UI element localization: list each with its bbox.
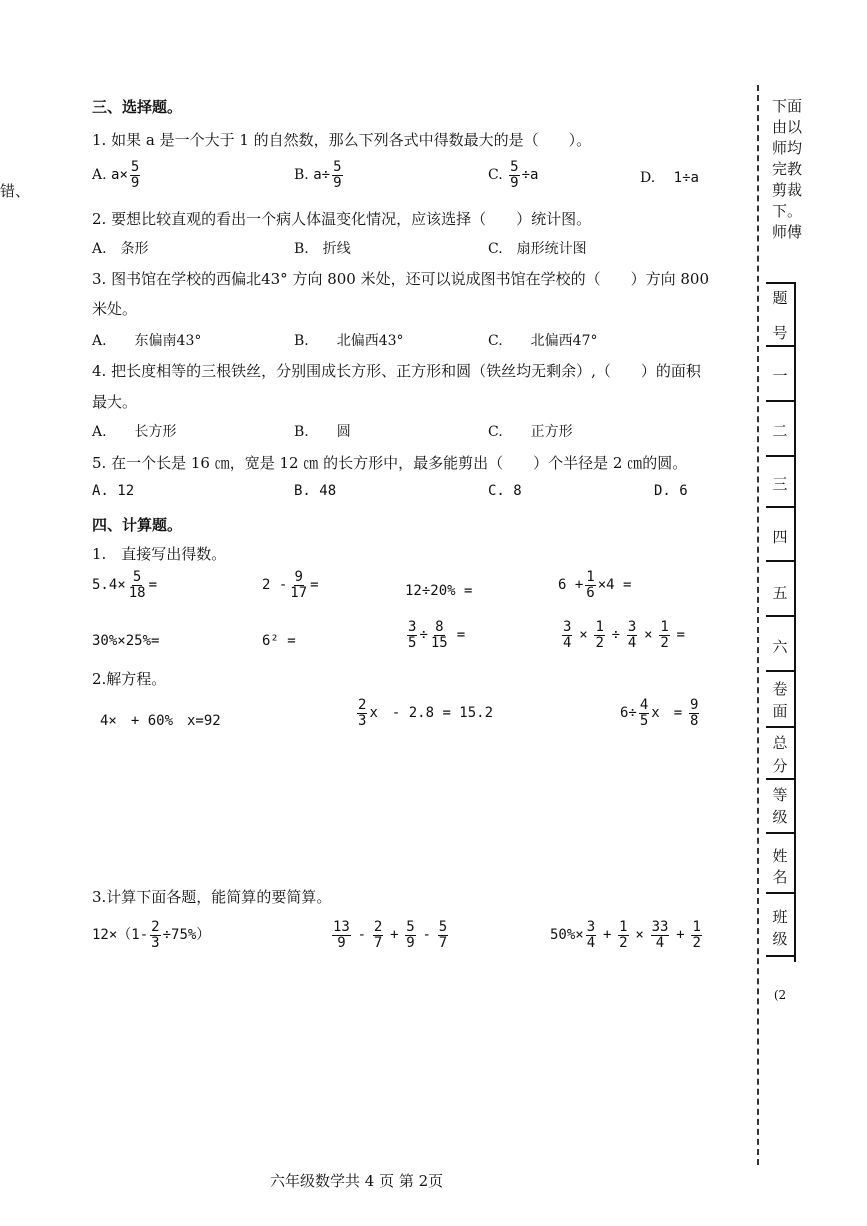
- calc-item-7: [405, 620, 465, 650]
- dengji-2: 级: [772, 808, 788, 826]
- option-expr: a÷: [313, 167, 331, 184]
- row-divider: [766, 670, 794, 672]
- fraction: $\frac{1}{6}$: [586, 569, 595, 601]
- juanmian-2: 面: [772, 702, 788, 720]
- fraction: $\frac{3}{4}$: [563, 619, 572, 651]
- q4-option-a: A. 长方形: [92, 424, 177, 440]
- operator: ÷: [611, 627, 621, 644]
- calc-item-3: 12÷20% =: [405, 583, 473, 599]
- fraction: $\frac{5}{9}$: [130, 159, 140, 191]
- row-divider: [766, 455, 794, 457]
- fraction: $\frac{2}{7}$: [373, 919, 383, 951]
- operator: -: [422, 927, 431, 944]
- fraction: $\frac{2}{3}$: [358, 697, 367, 729]
- row-divider: [766, 560, 794, 562]
- row-divider: [766, 832, 794, 834]
- q2-option-c: C. 扇形统计图: [488, 241, 587, 257]
- q2-num: 2.: [92, 210, 107, 228]
- fraction: $\frac{1}{2}$: [660, 619, 669, 651]
- banji-2: 级: [772, 930, 788, 948]
- q1-text: [92, 129, 591, 150]
- q4-stem: 把长度相等的三根铁丝，分别围成长方形、正方形和圆（铁丝均无剩余）,（ ）的面积: [111, 362, 701, 380]
- row-1: 一: [772, 367, 788, 385]
- equation-2: [355, 698, 493, 728]
- q1-option-d: [640, 170, 699, 186]
- score-table-border: [794, 282, 796, 962]
- row-4: 四: [772, 528, 788, 546]
- expr-text: =: [456, 627, 466, 644]
- operator: ×: [644, 627, 653, 644]
- note-line: 师傅: [772, 223, 803, 241]
- expr-text: x - 2.8 = 15.2: [369, 705, 494, 722]
- note-line: 剪裁: [772, 181, 803, 199]
- calc-item-4: [558, 570, 631, 600]
- q2-option-a: A. 条形: [92, 241, 149, 257]
- operator: ×: [635, 927, 644, 944]
- juanmian-1: 卷: [772, 680, 788, 698]
- section-3-title: 三、选择题。: [92, 98, 183, 116]
- q2-option-b: B. 折线: [294, 241, 351, 257]
- expr-text: 6÷: [620, 705, 637, 722]
- simplify-2: [330, 920, 450, 950]
- calc-part-2-title: 2.解方程。: [92, 670, 167, 688]
- row-5: 五: [772, 584, 788, 602]
- q1-stem: 如果 a 是一个大于 1 的自然数，那么下列各式中得数最大的是（ ）。: [111, 131, 592, 149]
- row-divider: [766, 615, 794, 617]
- calc-part-1-title: 1. 直接写出得数。: [92, 545, 227, 563]
- fraction: $\frac{4}{5}$: [639, 697, 649, 729]
- q4-text-cont: 最大。: [92, 393, 138, 411]
- left-edge-fragment: 错、: [0, 182, 31, 200]
- header-ti: 题: [772, 289, 788, 307]
- zongfen-1: 总: [772, 734, 788, 752]
- calc-item-6: 6² =: [262, 633, 296, 649]
- fraction: $\frac{5}{9}$: [333, 159, 342, 191]
- expr-text: 6 +: [558, 577, 584, 594]
- row-divider: [766, 345, 794, 347]
- q5-num: 5.: [92, 454, 107, 472]
- q1-option-b: [294, 160, 345, 190]
- fraction: $\frac{1}{2}$: [692, 919, 701, 951]
- q4-option-b: B. 圆: [294, 424, 351, 440]
- q1-num: 1.: [92, 131, 107, 149]
- fraction: $\frac{3}{4}$: [586, 919, 596, 951]
- simplify-1: [92, 920, 210, 950]
- xingming-1: 姓: [772, 847, 788, 865]
- calc-item-8: [560, 620, 685, 650]
- q4-num: 4.: [92, 362, 107, 380]
- dengji-1: 等: [772, 786, 788, 804]
- expr-text: ÷75%）: [162, 927, 211, 944]
- q3-option-b: B. 北偏西43°: [294, 333, 404, 349]
- fraction: $\frac{5}{7}$: [438, 919, 448, 951]
- note-line: 由以: [772, 118, 803, 136]
- operator: +: [602, 927, 612, 944]
- q5-option-d: D. 6: [654, 483, 688, 499]
- row-3: 三: [772, 475, 788, 493]
- xingming-2: 名: [772, 868, 788, 886]
- q1-option-a: [92, 160, 142, 190]
- row-divider: [766, 400, 794, 402]
- option-label: D.: [640, 170, 656, 186]
- operator: +: [676, 927, 685, 944]
- fraction: $\frac{33}{4}$: [651, 919, 669, 951]
- q5-text: [92, 452, 687, 473]
- fraction: $\frac{8}{15}$: [430, 619, 448, 651]
- expr-text: 50%×: [550, 927, 584, 944]
- option-expr: a×: [111, 167, 128, 184]
- note-line: 完教: [772, 160, 803, 178]
- row-divider: [766, 726, 794, 728]
- note-line: 下面: [772, 97, 803, 115]
- row-divider: [766, 506, 794, 508]
- row-divider: [766, 282, 794, 284]
- equation-1: 4× + 60% x=92: [100, 713, 221, 729]
- equation-3: [620, 698, 701, 728]
- sidebar-notes: [772, 96, 802, 243]
- fraction: $\frac{1}{2}$: [595, 619, 604, 651]
- expr-text: 5.4×: [92, 577, 126, 594]
- expr-text: x =: [651, 705, 683, 722]
- header-hao: 号: [772, 324, 788, 342]
- operator: -: [357, 927, 367, 944]
- operator: +: [390, 927, 399, 944]
- row-2: 二: [772, 422, 788, 440]
- calc-item-1: [92, 570, 157, 600]
- expr-text: =: [310, 577, 319, 594]
- q3-option-c: C. 北偏西47°: [488, 333, 598, 349]
- operator: ×: [579, 627, 588, 644]
- q2-text: [92, 208, 591, 229]
- simplify-3: [550, 920, 704, 950]
- expr-text: =: [148, 577, 158, 594]
- row-6: 六: [772, 638, 788, 656]
- q3-text-cont: 米处。: [92, 300, 138, 318]
- q5-option-b: B. 48: [294, 483, 337, 499]
- fraction: $\frac{5}{9}$: [406, 919, 415, 951]
- q5-stem: 在一个长是 16 ㎝，宽是 12 ㎝ 的长方形中，最多能剪出（ ）个半径是 2 ㎝的圆。: [111, 454, 688, 472]
- row-divider: [766, 778, 794, 780]
- q4-option-c: C. 正方形: [488, 424, 573, 440]
- fraction: $\frac{3}{4}$: [627, 619, 637, 651]
- fraction: $\frac{9}{17}$: [290, 569, 308, 601]
- section-4-title: 四、计算题。: [92, 516, 183, 534]
- option-label: B.: [294, 167, 309, 184]
- q3-text: [92, 268, 709, 289]
- calc-part-3-title: 3.计算下面各题，能简算的要简算。: [92, 888, 332, 906]
- zongfen-2: 分: [772, 757, 788, 775]
- cut-line: [757, 85, 759, 1165]
- row-divider: [766, 955, 794, 957]
- q2-stem: 要想比较直观的看出一个病人体温变化情况，应该选择（ ）统计图。: [111, 210, 592, 228]
- page-footer: 六年级数学共 4 页 第 2页: [270, 1172, 444, 1190]
- q4-text: [92, 360, 701, 381]
- q3-num: 3.: [92, 270, 107, 288]
- q5-option-c: C. 8: [488, 483, 522, 499]
- option-expr: 1÷a: [673, 170, 699, 186]
- option-label: A.: [92, 167, 107, 184]
- fraction: $\frac{13}{9}$: [333, 919, 350, 951]
- calc-item-5: 30%×25%=: [92, 633, 160, 649]
- q1-option-c: [488, 160, 538, 190]
- fraction: $\frac{5}{9}$: [510, 159, 519, 191]
- option-label: C.: [488, 167, 503, 184]
- q5-option-a: A. 12: [92, 483, 135, 499]
- fraction: $\frac{5}{18}$: [128, 569, 146, 601]
- expr-text: 2 -: [262, 577, 288, 594]
- fraction: $\frac{1}{2}$: [619, 919, 628, 951]
- fraction: $\frac{9}{8}$: [689, 697, 699, 729]
- q3-stem: 图书馆在学校的西偏北43° 方向 800 米处，还可以说成图书馆在学校的（ ）方向 800: [111, 270, 710, 288]
- q3-option-a: A. 东偏南43°: [92, 333, 202, 349]
- sidebar-bottom-fragment: (2: [773, 988, 787, 1002]
- expr-text: 12×（1-: [92, 927, 149, 944]
- operator: ÷: [419, 627, 428, 644]
- expr-text: ×4 =: [597, 577, 632, 594]
- expr-text: =: [676, 627, 685, 644]
- fraction: $\frac{3}{5}$: [408, 619, 417, 651]
- calc-item-2: [262, 570, 319, 600]
- row-divider: [766, 892, 794, 894]
- option-expr: ÷a: [521, 167, 539, 184]
- fraction: $\frac{2}{3}$: [151, 919, 160, 951]
- note-line: 下。: [772, 202, 803, 220]
- banji-1: 班: [772, 908, 788, 926]
- note-line: 师均: [772, 139, 803, 157]
